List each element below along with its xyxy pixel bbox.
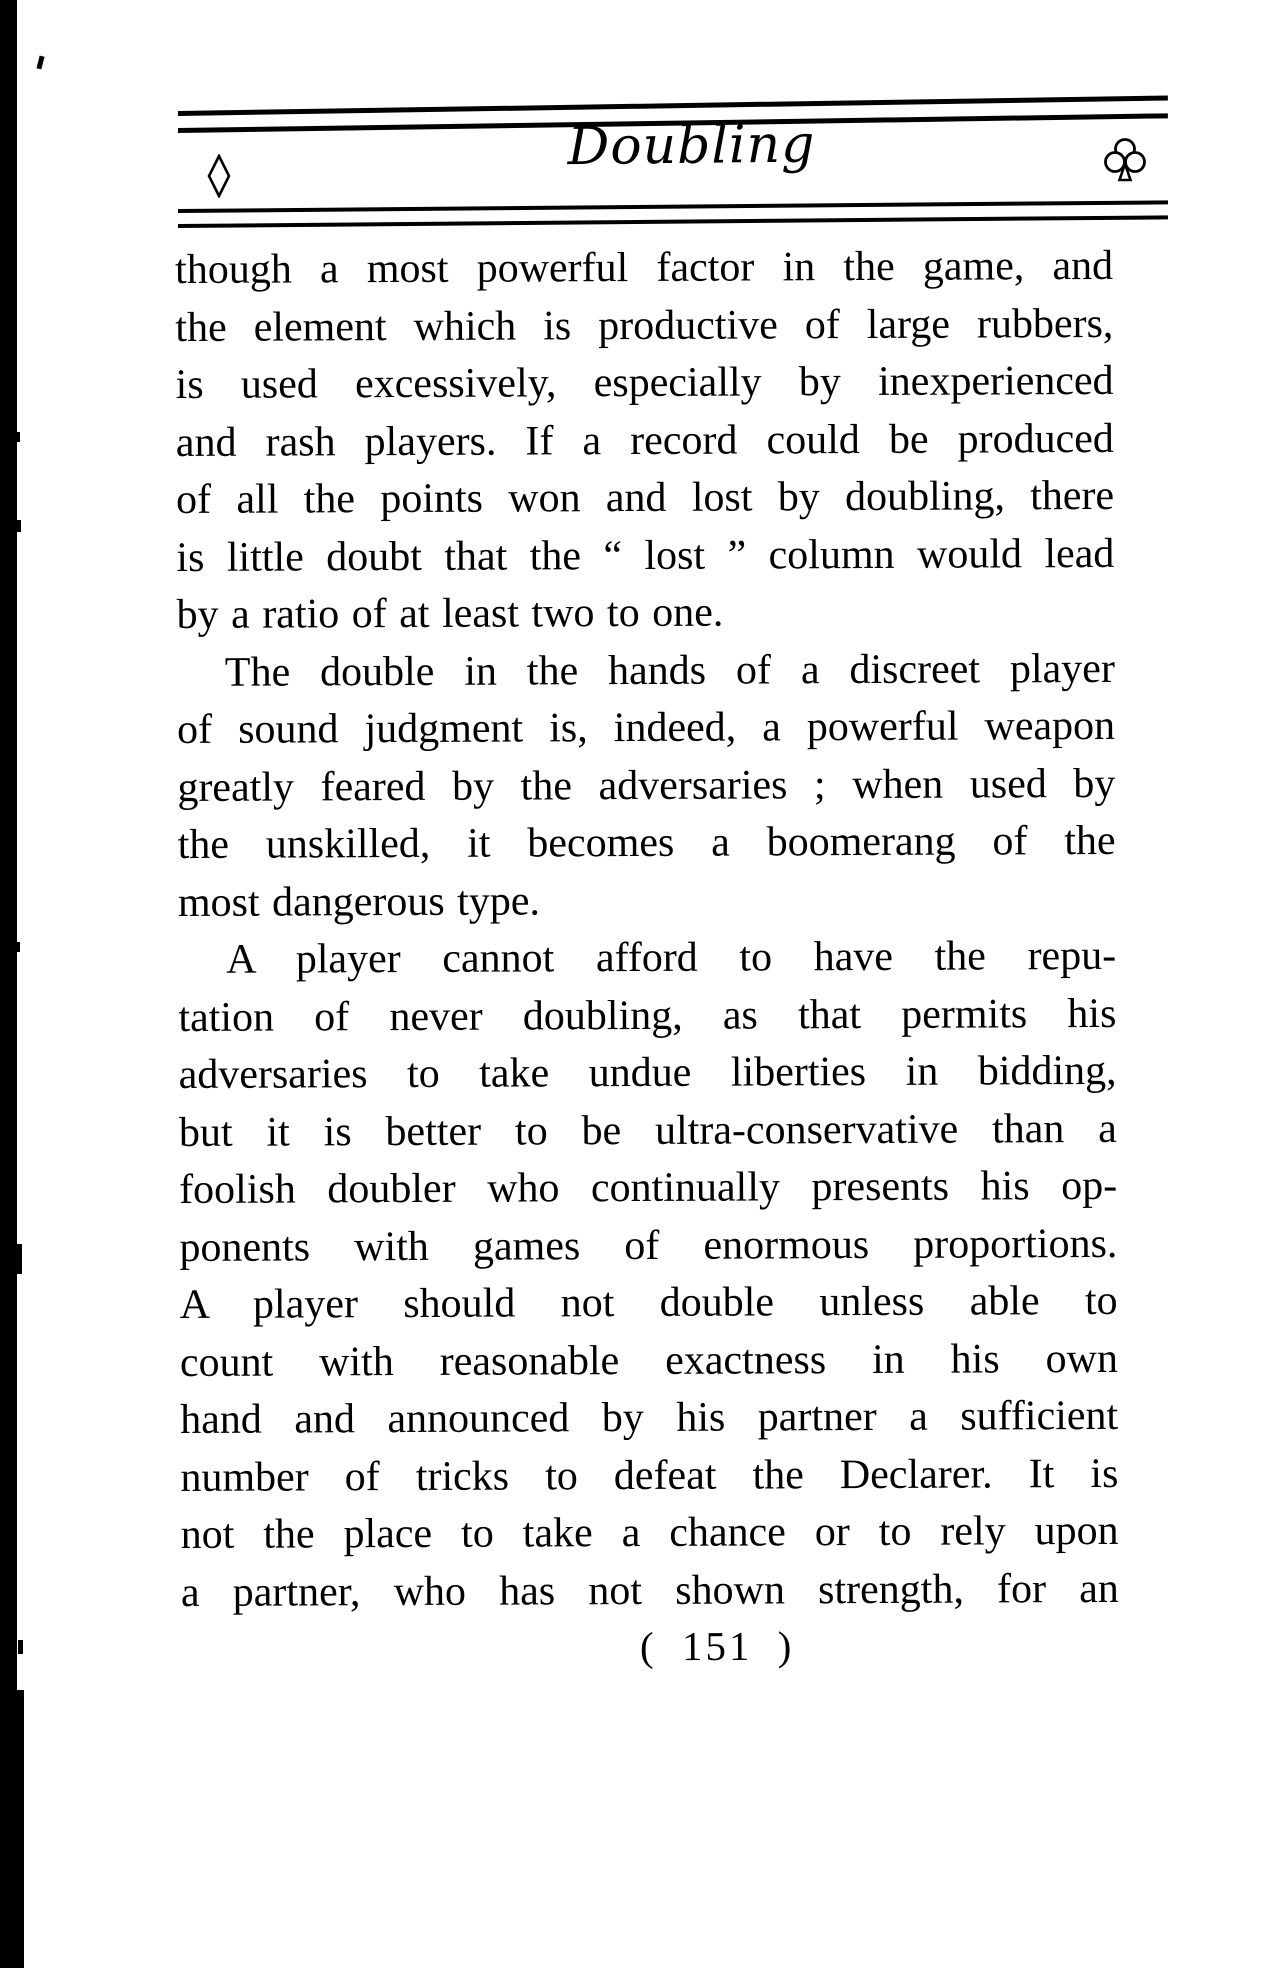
text-line: by a ratio of at least two to one. xyxy=(176,589,724,638)
text-line: the element which is productive of large rubbers, xyxy=(175,300,1114,351)
text-line: and rash players. If a record could be produced xyxy=(175,415,1114,466)
text-line: most dangerous type. xyxy=(177,877,541,926)
text-line: of all the points won and lost by doubling, there xyxy=(176,472,1115,523)
text-line: number of tricks to defeat the Declarer. It is xyxy=(180,1450,1119,1501)
scan-speck xyxy=(18,1640,23,1654)
text-line: adversaries to take undue liberties in bidding, xyxy=(178,1047,1117,1098)
text-line: a partner, who has not shown strength, for an xyxy=(180,1565,1119,1616)
scan-speck xyxy=(37,56,45,70)
page-title: Doubling xyxy=(567,114,816,178)
text-line: though a most powerful factor in the game, and xyxy=(175,242,1114,293)
text-line: tation of never doubling, as that permits his xyxy=(178,990,1117,1041)
text-line: count with reasonable exactness in his own xyxy=(179,1335,1118,1386)
text-line: is used excessively, especially by inexperienced xyxy=(175,357,1114,408)
text-line: but it is better to be ultra-conservative than a xyxy=(178,1105,1117,1156)
scan-speck xyxy=(17,520,21,532)
text-line: The double in the hands of a discreet player xyxy=(224,645,1115,696)
club-suit-icon xyxy=(1103,136,1147,184)
text-line: the unskilled, it becomes a boomerang of the xyxy=(177,817,1116,868)
text-line: A player should not double unless able to xyxy=(179,1277,1118,1328)
text-line: A player cannot afford to have the repu- xyxy=(226,932,1117,983)
text-line: foolish doubler who continually presents his op- xyxy=(179,1162,1118,1213)
body-text xyxy=(175,238,1119,1622)
text-line: greatly feared by the adversaries ; when used by xyxy=(177,760,1116,811)
scan-speck xyxy=(16,942,20,952)
scan-edge-patch xyxy=(0,1690,24,1968)
page-number: ( 151 ) xyxy=(639,1622,795,1670)
scan-edge-bar xyxy=(0,0,17,1968)
text-line: not the place to take a chance or to rely upon xyxy=(180,1507,1119,1558)
header-rule xyxy=(178,200,1168,213)
header-rule xyxy=(178,215,1168,228)
text-line: of sound judgment is, indeed, a powerful weapon xyxy=(177,702,1116,753)
scan-speck xyxy=(17,432,20,442)
scan-edge-patch xyxy=(0,1244,22,1274)
text-line: ponents with games of enormous proportions. xyxy=(179,1220,1118,1271)
text-line: is little doubt that the “ lost ” column would lead xyxy=(176,530,1115,581)
text-line: hand and announced by his partner a sufficient xyxy=(180,1392,1119,1443)
